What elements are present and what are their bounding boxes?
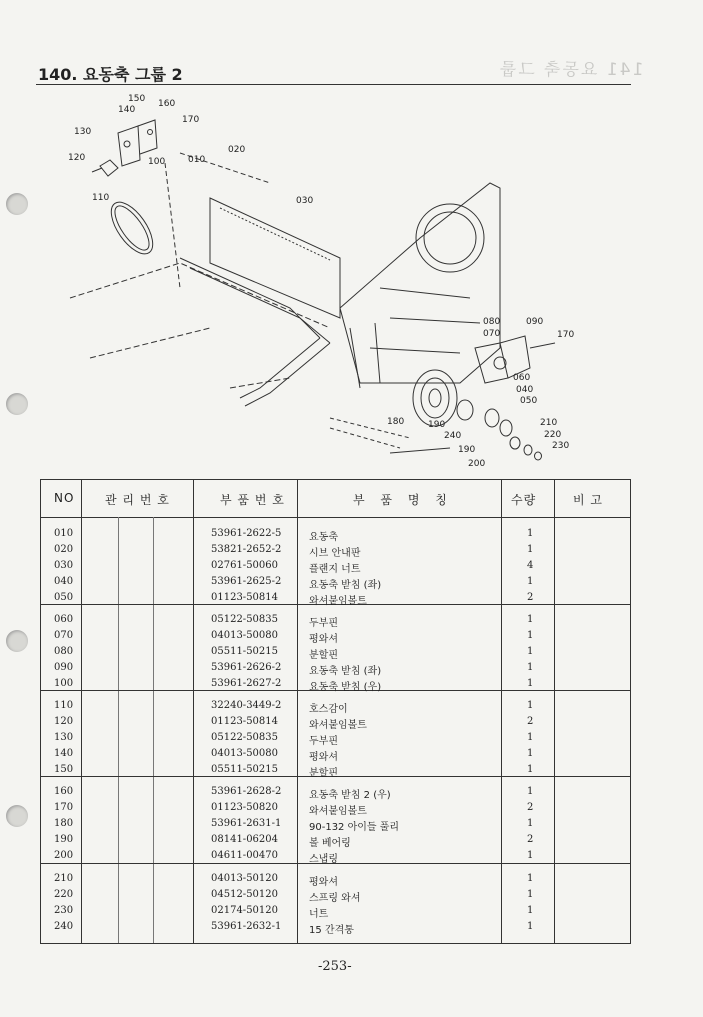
part-number: 53961-2628-2 (211, 786, 282, 797)
punch-hole (6, 630, 28, 652)
part-number: 01123-50814 (211, 716, 279, 727)
svg-text:070: 070 (483, 329, 501, 339)
quantity: 1 (527, 678, 534, 689)
svg-text:090: 090 (526, 317, 544, 327)
title-divider (36, 84, 631, 85)
svg-text:170: 170 (557, 330, 575, 340)
svg-text:210: 210 (540, 418, 558, 428)
quantity: 1 (527, 732, 534, 743)
table-row (41, 590, 630, 606)
table-row (41, 676, 630, 692)
svg-text:190: 190 (458, 445, 476, 455)
part-name: 너트 (309, 909, 329, 920)
quantity: 1 (527, 662, 534, 673)
part-name: 요동축 받침 (좌) (309, 666, 382, 677)
part-name: 두부핀 (309, 736, 338, 747)
part-seq-no: 070 (54, 630, 74, 641)
quantity: 1 (527, 614, 534, 625)
parts-table (40, 479, 631, 944)
part-name: 요동축 받침 (우) (309, 682, 382, 693)
svg-text:140: 140 (118, 105, 136, 115)
part-number: 53961-2631-1 (211, 818, 282, 829)
part-seq-no: 120 (54, 716, 74, 727)
svg-text:170: 170 (182, 115, 200, 125)
table-row (41, 887, 630, 903)
part-number: 01123-50814 (211, 592, 279, 603)
table-header (41, 480, 630, 518)
part-name: 요동축 (309, 532, 338, 543)
table-row (41, 762, 630, 778)
part-name: 와셔붙임볼트 (309, 720, 367, 731)
table-row (41, 903, 630, 919)
table-row (41, 730, 630, 746)
part-number: 04013-50080 (211, 630, 279, 641)
svg-text:150: 150 (128, 94, 146, 104)
quantity: 1 (527, 850, 534, 861)
table-row (41, 871, 630, 887)
quantity: 1 (527, 786, 534, 797)
table-row (41, 542, 630, 558)
svg-text:100: 100 (148, 157, 166, 167)
table-row (41, 526, 630, 542)
exploded-parts-diagram (30, 88, 650, 473)
part-seq-no: 080 (54, 646, 74, 657)
part-number: 04013-50080 (211, 748, 279, 759)
table-row (41, 919, 630, 935)
table-row (41, 832, 630, 848)
quantity: 1 (527, 576, 534, 587)
table-row (41, 784, 630, 800)
part-name: 15 간격통 (309, 925, 354, 936)
part-seq-no: 060 (54, 614, 74, 625)
part-number: 53961-2626-2 (211, 662, 282, 673)
quantity: 1 (527, 764, 534, 775)
punch-hole (6, 393, 28, 415)
part-seq-no: 210 (54, 873, 74, 884)
part-seq-no: 030 (54, 560, 74, 571)
part-seq-no: 050 (54, 592, 74, 603)
table-row (41, 698, 630, 714)
quantity: 4 (527, 560, 534, 571)
part-number: 02174-50120 (211, 905, 279, 916)
svg-text:020: 020 (228, 145, 246, 155)
part-seq-no: 230 (54, 905, 74, 916)
quantity: 1 (527, 873, 534, 884)
part-number: 01123-50820 (211, 802, 279, 813)
svg-text:220: 220 (544, 430, 562, 440)
part-name: 시브 안내판 (309, 548, 361, 559)
part-number: 53821-2652-2 (211, 544, 282, 555)
part-seq-no: 180 (54, 818, 74, 829)
table-row (41, 628, 630, 644)
part-name: 스프링 와셔 (309, 893, 361, 904)
bleed-through-text: 141 요동축 그룹 (497, 60, 643, 80)
table-row (41, 644, 630, 660)
part-number: 05511-50215 (211, 646, 279, 657)
svg-text:120: 120 (68, 153, 86, 163)
part-seq-no: 010 (54, 528, 74, 539)
part-number: 04512-50120 (211, 889, 279, 900)
part-seq-no: 240 (54, 921, 74, 932)
quantity: 1 (527, 630, 534, 641)
part-seq-no: 160 (54, 786, 74, 797)
punch-hole (6, 805, 28, 827)
svg-text:030: 030 (296, 196, 314, 206)
part-number: 05122-50835 (211, 614, 279, 625)
part-number: 32240-3449-2 (211, 700, 282, 711)
part-seq-no: 190 (54, 834, 74, 845)
part-name: 분할핀 (309, 768, 338, 779)
part-name: 평와셔 (309, 877, 338, 888)
table-row (41, 612, 630, 628)
part-seq-no: 150 (54, 764, 74, 775)
part-name: 두부핀 (309, 618, 338, 629)
part-name: 호스감이 (309, 704, 348, 715)
part-name: 스냅링 (309, 854, 338, 865)
table-row (41, 816, 630, 832)
part-seq-no: 130 (54, 732, 74, 743)
part-number: 53961-2625-2 (211, 576, 282, 587)
part-seq-no: 140 (54, 748, 74, 759)
part-name: 와셔붙임볼트 (309, 596, 367, 607)
page-number: -253- (318, 959, 352, 974)
svg-text:050: 050 (520, 396, 538, 406)
part-number: 05122-50835 (211, 732, 279, 743)
svg-text:130: 130 (74, 127, 92, 137)
quantity: 1 (527, 544, 534, 555)
table-row (41, 848, 630, 864)
header-part-no: 부 품 번 호 (220, 493, 285, 507)
svg-text:040: 040 (516, 385, 534, 395)
quantity: 1 (527, 921, 534, 932)
svg-text:230: 230 (552, 441, 570, 451)
quantity: 1 (527, 646, 534, 657)
part-number: 08141-06204 (211, 834, 279, 845)
part-name: 90-132 아이들 풀리 (309, 822, 400, 833)
part-name: 평와셔 (309, 752, 338, 763)
part-seq-no: 200 (54, 850, 74, 861)
sheave-guide-plate (210, 198, 340, 318)
quantity: 1 (527, 528, 534, 539)
svg-text:060: 060 (513, 373, 531, 383)
table-row (41, 800, 630, 816)
svg-text:240: 240 (444, 431, 462, 441)
part-seq-no: 100 (54, 678, 74, 689)
part-seq-no: 040 (54, 576, 74, 587)
table-row (41, 574, 630, 590)
table-row (41, 746, 630, 762)
part-seq-no: 170 (54, 802, 74, 813)
svg-text:110: 110 (92, 193, 110, 203)
part-seq-no: 090 (54, 662, 74, 673)
part-number: 02761-50060 (211, 560, 279, 571)
quantity: 1 (527, 700, 534, 711)
quantity: 1 (527, 748, 534, 759)
part-number: 05511-50215 (211, 764, 279, 775)
part-name: 평와셔 (309, 634, 338, 645)
part-name: 요동축 받침 2 (우) (309, 790, 391, 801)
part-number: 04013-50120 (211, 873, 279, 884)
part-seq-no: 220 (54, 889, 74, 900)
quantity: 1 (527, 905, 534, 916)
header-mgmt-no: 관 리 번 호 (105, 493, 170, 507)
svg-text:200: 200 (468, 459, 486, 469)
part-name: 와셔붙임볼트 (309, 806, 367, 817)
part-seq-no: 020 (54, 544, 74, 555)
table-row (41, 558, 630, 574)
quantity: 1 (527, 889, 534, 900)
part-name: 분할핀 (309, 650, 338, 661)
svg-text:180: 180 (387, 417, 405, 427)
punch-hole (6, 193, 28, 215)
part-number: 04611-00470 (211, 850, 279, 861)
page-title: 140. 요동축 그룹 2 (38, 65, 183, 84)
quantity: 2 (527, 834, 534, 845)
belt-part (103, 195, 160, 260)
svg-text:160: 160 (158, 99, 176, 109)
quantity: 1 (527, 818, 534, 829)
svg-text:080: 080 (483, 317, 501, 327)
svg-text:010: 010 (188, 155, 206, 165)
part-name: 볼 베어링 (309, 838, 351, 849)
part-name: 플랜지 너트 (309, 564, 361, 575)
table-row (41, 660, 630, 676)
part-number: 53961-2627-2 (211, 678, 282, 689)
quantity: 2 (527, 802, 534, 813)
quantity: 2 (527, 716, 534, 727)
part-number: 53961-2632-1 (211, 921, 282, 932)
part-number: 53961-2622-5 (211, 528, 282, 539)
quantity: 2 (527, 592, 534, 603)
header-qty: 수량 (511, 493, 537, 507)
svg-text:190: 190 (428, 420, 446, 430)
header-no: NO (54, 491, 75, 505)
table-row (41, 714, 630, 730)
part-seq-no: 110 (54, 700, 74, 711)
header-part-name: 부 품 명 칭 (353, 493, 453, 507)
header-note: 비 고 (573, 493, 603, 507)
part-name: 요동축 받침 (좌) (309, 580, 382, 591)
